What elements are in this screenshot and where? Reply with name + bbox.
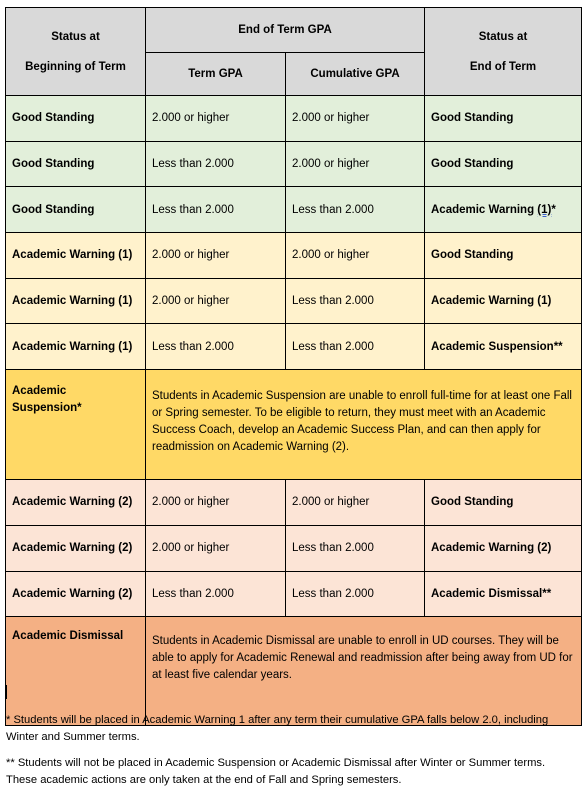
cumulative-gpa-cell: 2.000 or higher xyxy=(286,96,425,142)
table-row xyxy=(6,571,582,617)
status-beginning-cell: Academic Warning (1) xyxy=(6,233,146,279)
term-gpa-cell: Less than 2.000 xyxy=(146,187,286,233)
header-status-beginning: Status at Beginning of Term xyxy=(6,8,146,96)
term-gpa-cell: 2.000 or higher xyxy=(146,278,286,324)
status-end-cell: Academic Suspension** xyxy=(425,324,582,370)
status-beginning-cell: Academic Warning (1) xyxy=(6,324,146,370)
status-beginning-cell: Academic Warning (2) xyxy=(6,571,146,617)
status-end-cell: Academic Warning (1) xyxy=(425,278,582,324)
status-end-cell: Good Standing xyxy=(425,141,582,187)
cumulative-gpa-cell: Less than 2.000 xyxy=(286,187,425,233)
cumulative-gpa-cell: 2.000 or higher xyxy=(286,233,425,279)
footnote-suspension-dismissal: ** Students will not be placed in Academic Suspension or Academic Dismissal after Winter or Summer terms. These academic actions are only taken at the end of Fall and Spring semesters. xyxy=(6,757,546,786)
status-beginning-cell: Academic Suspension* xyxy=(6,370,146,480)
term-gpa-cell: Less than 2.000 xyxy=(146,141,286,187)
term-gpa-cell: Less than 2.000 xyxy=(146,324,286,370)
status-beginning-cell: Good Standing xyxy=(6,187,146,233)
status-beginning-cell: Academic Warning (2) xyxy=(6,480,146,526)
divider xyxy=(6,685,7,699)
table-row xyxy=(6,96,582,142)
header-term-gpa: Term GPA xyxy=(146,53,286,96)
table-row xyxy=(6,324,582,370)
dismissal-note: Students in Academic Dismissal are unable to enroll in UD courses. They will be able to apply for Academic Renewal and readmission after being away from UD for at least five calendar years. xyxy=(146,617,582,726)
status-end-cell: Good Standing xyxy=(425,480,582,526)
cumulative-gpa-cell: Less than 2.000 xyxy=(286,525,425,571)
status-beginning-cell: Academic Dismissal xyxy=(6,617,146,726)
table-row xyxy=(6,370,582,480)
term-gpa-cell: 2.000 or higher xyxy=(146,96,286,142)
status-end-cell: Good Standing xyxy=(425,96,582,142)
table-row xyxy=(6,187,582,233)
footnote-warning: * Students will be placed in Academic Warning 1 after any term their cumulative GPA falls below 2.0, including Winter and Summer terms. xyxy=(6,714,549,743)
term-gpa-cell: 2.000 or higher xyxy=(146,480,286,526)
header-cumulative-gpa: Cumulative GPA xyxy=(286,53,425,96)
status-end-cell: Academic Warning (2) xyxy=(425,525,582,571)
academic-standing-table xyxy=(5,7,582,726)
cumulative-gpa-cell: Less than 2.000 xyxy=(286,571,425,617)
status-beginning-cell: Academic Warning (1) xyxy=(6,278,146,324)
term-gpa-cell: 2.000 or higher xyxy=(146,525,286,571)
status-end-cell xyxy=(425,187,582,233)
cumulative-gpa-cell: 2.000 or higher xyxy=(286,480,425,526)
table-row xyxy=(6,617,582,726)
header-end-of-term-gpa: End of Term GPA xyxy=(146,8,425,53)
header-status-end: Status at End of Term xyxy=(425,8,582,96)
table-row xyxy=(6,525,582,571)
status-end-cell: Academic Dismissal** xyxy=(425,571,582,617)
suspension-note: Students in Academic Suspension are unable to enroll full-time for at least one Fall or Spring semester. To be eligible to return, they must meet with an Academic Success Coach, develop an Academic Success Plan, and can then apply for readmission on Academic Warning (2). xyxy=(146,370,582,480)
status-end-cell: Good Standing xyxy=(425,233,582,279)
table-row xyxy=(6,278,582,324)
term-gpa-cell: Less than 2.000 xyxy=(146,571,286,617)
table-row xyxy=(6,233,582,279)
cumulative-gpa-cell: 2.000 or higher xyxy=(286,141,425,187)
status-beginning-cell: Good Standing xyxy=(6,96,146,142)
status-end-prefix: Academic Warning xyxy=(431,203,538,216)
cumulative-gpa-cell: Less than 2.000 xyxy=(286,278,425,324)
warning-level-link: (1) xyxy=(537,203,552,216)
term-gpa-cell: 2.000 or higher xyxy=(146,233,286,279)
table-row xyxy=(6,141,582,187)
table-row xyxy=(6,480,582,526)
cumulative-gpa-cell: Less than 2.000 xyxy=(286,324,425,370)
status-beginning-cell: Good Standing xyxy=(6,141,146,187)
footnote-marker: * xyxy=(551,203,556,216)
status-beginning-cell: Academic Warning (2) xyxy=(6,525,146,571)
